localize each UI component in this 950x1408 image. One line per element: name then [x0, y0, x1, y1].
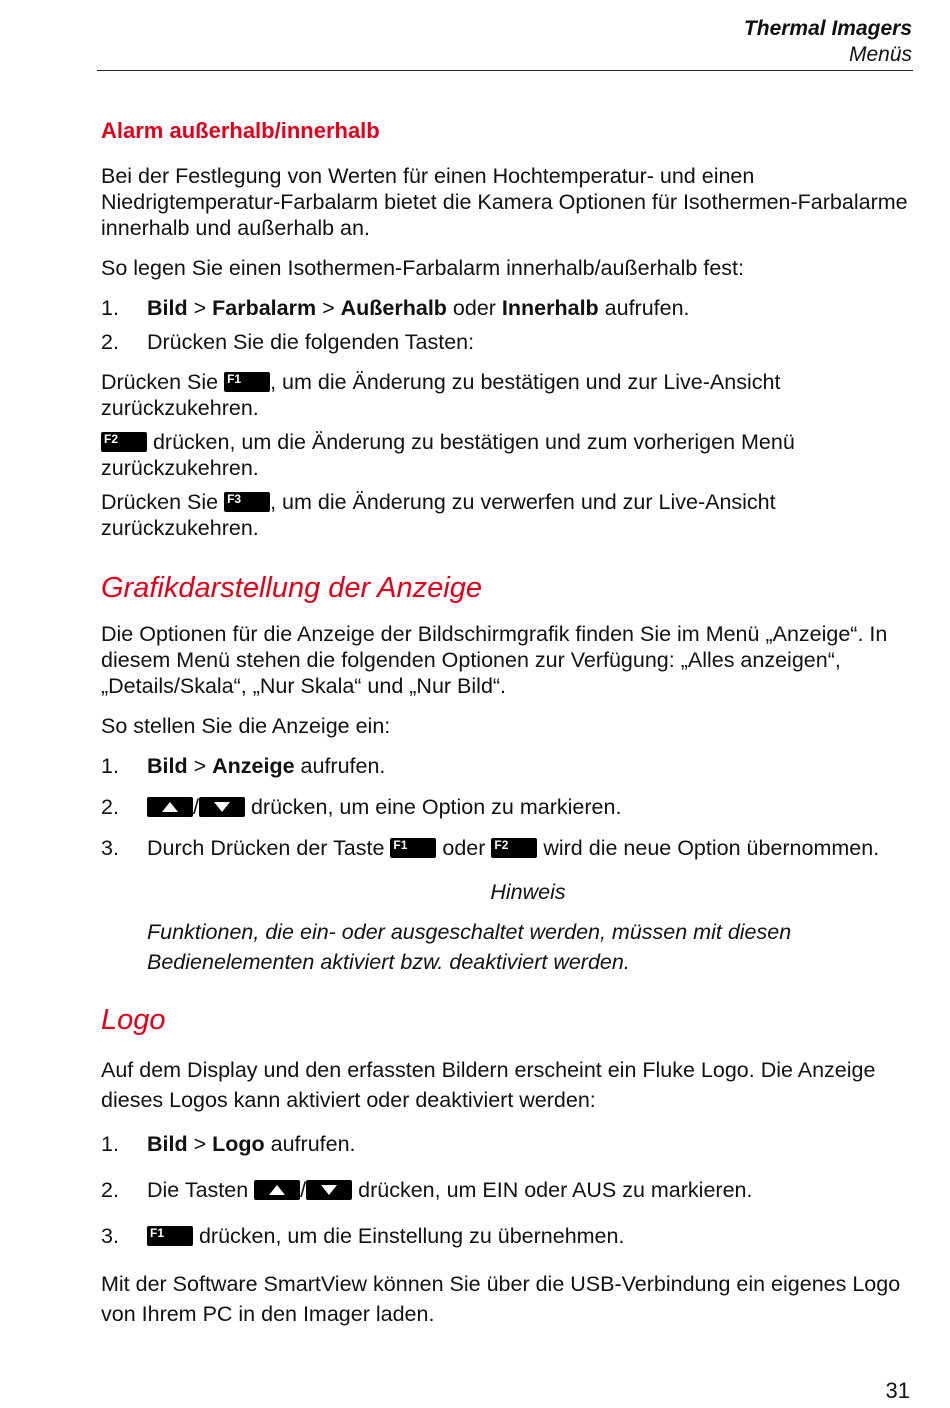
separator: >	[316, 296, 341, 320]
text: aufrufen.	[264, 1132, 356, 1156]
menu-ausserhalb: Außerhalb	[340, 296, 447, 320]
text: oder	[436, 836, 492, 860]
list-text	[147, 295, 910, 321]
text: Die Tasten	[147, 1178, 255, 1202]
key-label: F1	[393, 838, 408, 852]
header-divider	[97, 70, 913, 71]
list-item	[101, 1223, 910, 1249]
page-number: 31	[885, 1378, 910, 1403]
display-lead: So stellen Sie die Anzeige ein:	[101, 714, 391, 738]
list-text	[147, 1177, 910, 1203]
alarm-intro: Bei der Festlegung von Werten für einen Hochtemperatur- und einen Niedrigtemperatur-Farbalarm bietet die Kamera Optionen für Isothermen-Farbalarme innerhalb und außerhalb an.	[101, 164, 908, 240]
list-item	[101, 329, 910, 355]
separator: >	[187, 296, 213, 320]
key-label: F1	[227, 372, 242, 386]
list-number: 2.	[101, 795, 119, 819]
list-number: 1.	[101, 754, 119, 778]
separator: >	[187, 1132, 213, 1156]
display-intro: Die Optionen für die Anzeige der Bildschirmgrafik finden Sie im Menü „Anzeige“. In diesem Menü stehen die folgenden Optionen zur Verfügung: „Alles anzeigen“, „Details/Skala“, „Nur Skala“ und „Nur Bild“.	[101, 622, 888, 698]
menu-bild: Bild	[147, 1132, 188, 1156]
list-item	[101, 1177, 910, 1203]
list-item	[101, 794, 910, 820]
text: drücken, um die Änderung zu bestätigen und zum vorherigen Menü zurückzukehren.	[101, 430, 795, 480]
text: aufrufen.	[598, 296, 690, 320]
key-label: F1	[150, 1226, 165, 1240]
f2-key-icon	[491, 838, 537, 858]
list-text: Drücken Sie die folgenden Tasten:	[147, 330, 475, 354]
text: , um die Änderung zu verwerfen und zur Live-Ansicht zurückzukehren.	[101, 490, 776, 540]
down-arrow-icon	[199, 797, 245, 817]
down-arrow-icon	[306, 1180, 352, 1200]
key-label: F2	[104, 432, 119, 446]
text: drücken, um EIN oder AUS zu markieren.	[352, 1178, 753, 1202]
text: Drücken Sie	[101, 490, 225, 514]
header-subtitle: Menüs	[848, 43, 912, 66]
list-number: 2.	[101, 1178, 119, 1202]
menu-logo: Logo	[212, 1132, 265, 1156]
list-text	[147, 1223, 910, 1249]
text: wird die neue Option übernommen.	[537, 836, 880, 860]
menu-bild: Bild	[147, 296, 188, 320]
f1-instruction	[101, 369, 910, 421]
f1-key-icon	[224, 372, 270, 392]
list-number: 2.	[101, 330, 119, 354]
key-label: F3	[227, 492, 242, 506]
alarm-heading: Alarm außerhalb/innerhalb	[101, 118, 380, 143]
display-heading: Grafikdarstellung der Anzeige	[101, 572, 482, 604]
f2-instruction	[101, 429, 910, 481]
list-text	[147, 835, 910, 861]
list-text	[147, 1131, 910, 1157]
key-label: F2	[494, 838, 509, 852]
text: Drücken Sie	[101, 370, 225, 394]
list-item	[101, 753, 910, 779]
logo-heading: Logo	[101, 1004, 166, 1036]
separator: >	[187, 754, 213, 778]
logo-outro: Mit der Software SmartView können Sie über die USB-Verbindung ein eigenes Logo von Ihrem PC in den Imager laden.	[101, 1272, 901, 1326]
menu-farbalarm: Farbalarm	[212, 296, 317, 320]
note-body: Funktionen, die ein- oder ausgeschaltet werden, müssen mit diesen Bedienelementen aktiviert bzw. deaktiviert werden.	[147, 920, 792, 974]
page-content	[101, 117, 910, 1343]
list-number: 1.	[101, 296, 119, 320]
logo-intro: Auf dem Display und den erfassten Bildern erscheint ein Fluke Logo. Die Anzeige dieses Logos kann aktiviert oder deaktiviert werden:	[101, 1058, 876, 1112]
up-arrow-icon	[254, 1180, 300, 1200]
list-text	[147, 753, 910, 779]
f3-key-icon	[224, 492, 270, 512]
list-number: 3.	[101, 836, 119, 860]
text: , um die Änderung zu bestätigen und zur Live-Ansicht zurückzukehren.	[101, 370, 781, 420]
menu-innerhalb: Innerhalb	[501, 296, 599, 320]
text: drücken, um die Einstellung zu übernehmen.	[193, 1224, 625, 1248]
slash: /	[300, 1178, 307, 1202]
header-title: Thermal Imagers	[743, 17, 912, 40]
f2-key-icon	[101, 432, 147, 452]
list-number: 3.	[101, 1224, 119, 1248]
f1-key-icon	[147, 1226, 193, 1246]
text: aufrufen.	[294, 754, 386, 778]
page-header	[744, 16, 912, 68]
f3-instruction	[101, 489, 910, 541]
slash: /	[193, 795, 199, 819]
menu-anzeige: Anzeige	[212, 754, 295, 778]
menu-bild: Bild	[147, 754, 188, 778]
list-item	[101, 835, 910, 861]
alarm-lead: So legen Sie einen Isothermen-Farbalarm innerhalb/außerhalb fest:	[101, 256, 744, 280]
text: oder	[446, 296, 502, 320]
list-item	[101, 295, 910, 321]
up-arrow-icon	[147, 797, 193, 817]
list-item	[101, 1131, 910, 1157]
list-text	[147, 794, 910, 820]
note-heading: Hinweis	[490, 880, 566, 904]
text: drücken, um eine Option zu markieren.	[244, 795, 622, 819]
text: Durch Drücken der Taste	[147, 836, 391, 860]
list-number: 1.	[101, 1132, 119, 1156]
f1-key-icon	[390, 838, 436, 858]
